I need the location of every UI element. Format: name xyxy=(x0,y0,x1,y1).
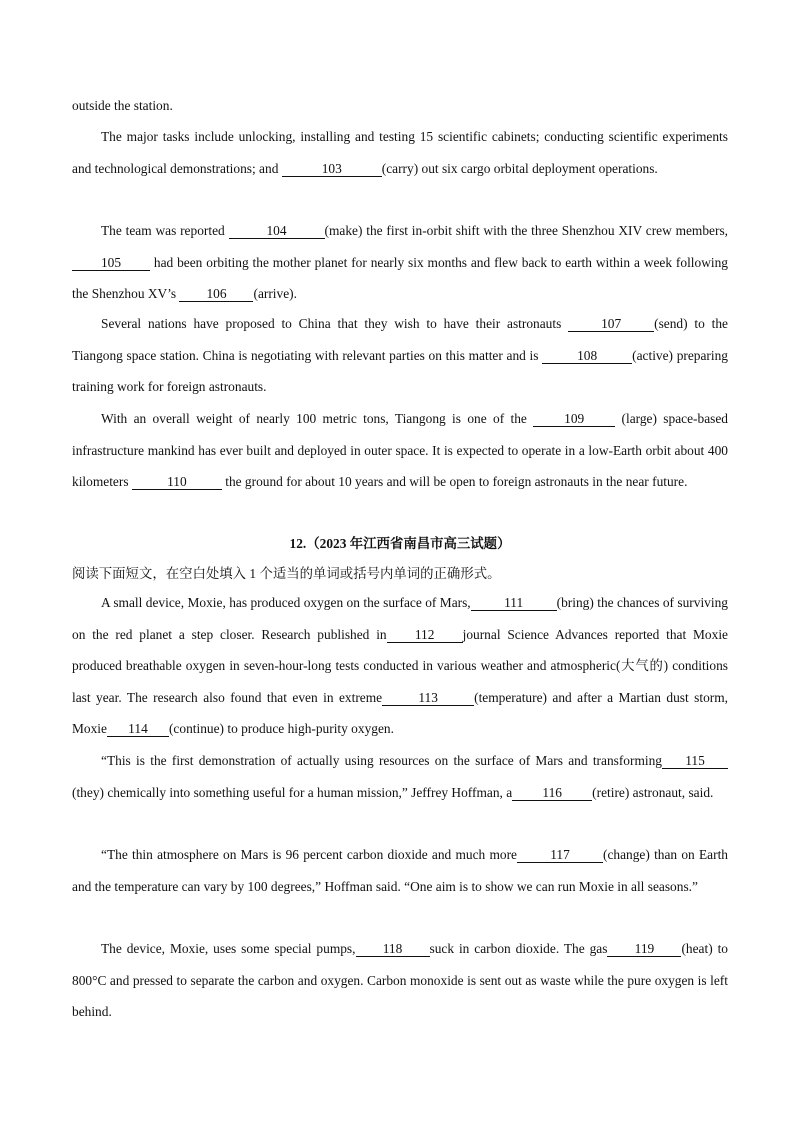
blank-109: 109 xyxy=(533,411,615,427)
paragraph-text: The major tasks include unlocking, installing and testing 15 scientific cabinets; conducting scientific experiments and technological demonstrations; and xyxy=(72,129,728,176)
paragraph-moxie xyxy=(72,587,728,745)
paragraph-text: (change) than on Earth and the temperature can vary by 100 degrees,” Hoffman said. “One aim is to show we can run Moxie in all seasons.” xyxy=(72,847,728,894)
section-heading: 12.（2023 年江西省南昌市高三试题） xyxy=(289,536,511,551)
blank-113: 113 xyxy=(382,690,474,706)
paragraph-text: The device, Moxie, uses some special pumps, xyxy=(101,941,356,956)
paragraph-demonstration xyxy=(72,745,728,808)
paragraph-nations xyxy=(72,308,728,403)
blank-119: 119 xyxy=(607,941,681,957)
paragraph-text: the ground for about 10 years and will be open to foreign astronauts in the near future. xyxy=(221,474,688,489)
blank-108: 108 xyxy=(542,348,632,364)
paragraph-tasks xyxy=(72,121,728,184)
paragraph-atmosphere xyxy=(72,839,728,902)
paragraph-text: outside the station. xyxy=(72,98,173,113)
blank-117: 117 xyxy=(517,847,603,863)
paragraph-text: (continue) to produce high-purity oxygen. xyxy=(168,721,394,736)
section-instruction: 阅读下面短文，在空白处填入 1 个适当的单词或括号内单词的正确形式。 xyxy=(72,566,501,581)
blank-106: 106 xyxy=(179,286,253,302)
paragraph-text: (heat) to 800°C and pressed to separate the carbon and oxygen. Carbon monoxide is sent out as waste while the pure oxygen is left behind. xyxy=(72,941,728,1019)
blank-112: 112 xyxy=(387,627,463,643)
paragraph-team xyxy=(72,215,728,310)
paragraph-text: The team was reported xyxy=(101,223,229,238)
paragraph-text: “This is the first demonstration of actually using resources on the surface of Mars and transforming xyxy=(101,753,662,768)
blank-105: 105 xyxy=(72,255,150,271)
paragraph-text: A small device, Moxie, has produced oxygen on the surface of Mars, xyxy=(101,595,471,610)
paragraph-text: (carry) out six cargo orbital deployment operations. xyxy=(381,160,658,176)
paragraph-tiangong xyxy=(72,403,728,498)
blank-118: 118 xyxy=(356,941,430,957)
blank-104: 104 xyxy=(229,223,325,239)
blank-116: 116 xyxy=(512,785,592,801)
paragraph-text: With an overall weight of nearly 100 metric tons, Tiangong is one of the xyxy=(101,411,534,426)
paragraph-text: (temperature) and after a Martian dust storm, Moxie xyxy=(72,689,728,736)
paragraph-text: (bring) the chances of surviving on the red planet a step closer. Research published in xyxy=(72,595,728,642)
paragraph-text: Several nations have proposed to China that they wish to have their astronauts xyxy=(101,316,569,331)
paragraph-text: (send) to the Tiangong space station. China is negotiating with relevant parties on this matter and is xyxy=(72,316,728,363)
blank-107: 107 xyxy=(568,316,654,332)
paragraph-text: suck in carbon dioxide. The gas xyxy=(429,941,608,956)
paragraph-text: (they) chemically into something useful for a human mission,” Jeffrey Hoffman, a xyxy=(72,784,513,800)
blank-115: 115 xyxy=(662,753,728,769)
paragraph-text: (active) preparing training work for foreign astronauts. xyxy=(72,347,728,394)
paragraph-text: journal Science Advances reported that Moxie produced breathable oxygen in seven-hour-long tests conducted in various weather and atmospheric(大气的) conditions last year. The research also found that even in extreme xyxy=(72,626,728,705)
paragraph-text: had been orbiting the mother planet for nearly six months and flew back to earth within a week following the Shenzhou XV’s xyxy=(72,254,728,301)
paragraph-text: (retire) astronaut, said. xyxy=(592,784,714,800)
paragraph-text: (make) the first in-orbit shift with the three Shenzhou XIV crew members, xyxy=(324,223,729,238)
paragraph-device xyxy=(72,933,728,1028)
paragraph-text: “The thin atmosphere on Mars is 96 percent carbon dioxide and much more xyxy=(101,847,517,862)
paragraph-text: (large) space-based infrastructure mankind has ever built and deployed in outer space. It is expected to operate in a low-Earth orbit about 400 kilometers xyxy=(72,411,728,489)
paragraph-continuation xyxy=(72,90,728,122)
blank-114: 114 xyxy=(107,721,169,737)
blank-110: 110 xyxy=(132,474,222,490)
blank-103: 103 xyxy=(282,161,382,177)
paragraph-text: (arrive). xyxy=(253,286,297,301)
blank-111: 111 xyxy=(471,595,557,611)
